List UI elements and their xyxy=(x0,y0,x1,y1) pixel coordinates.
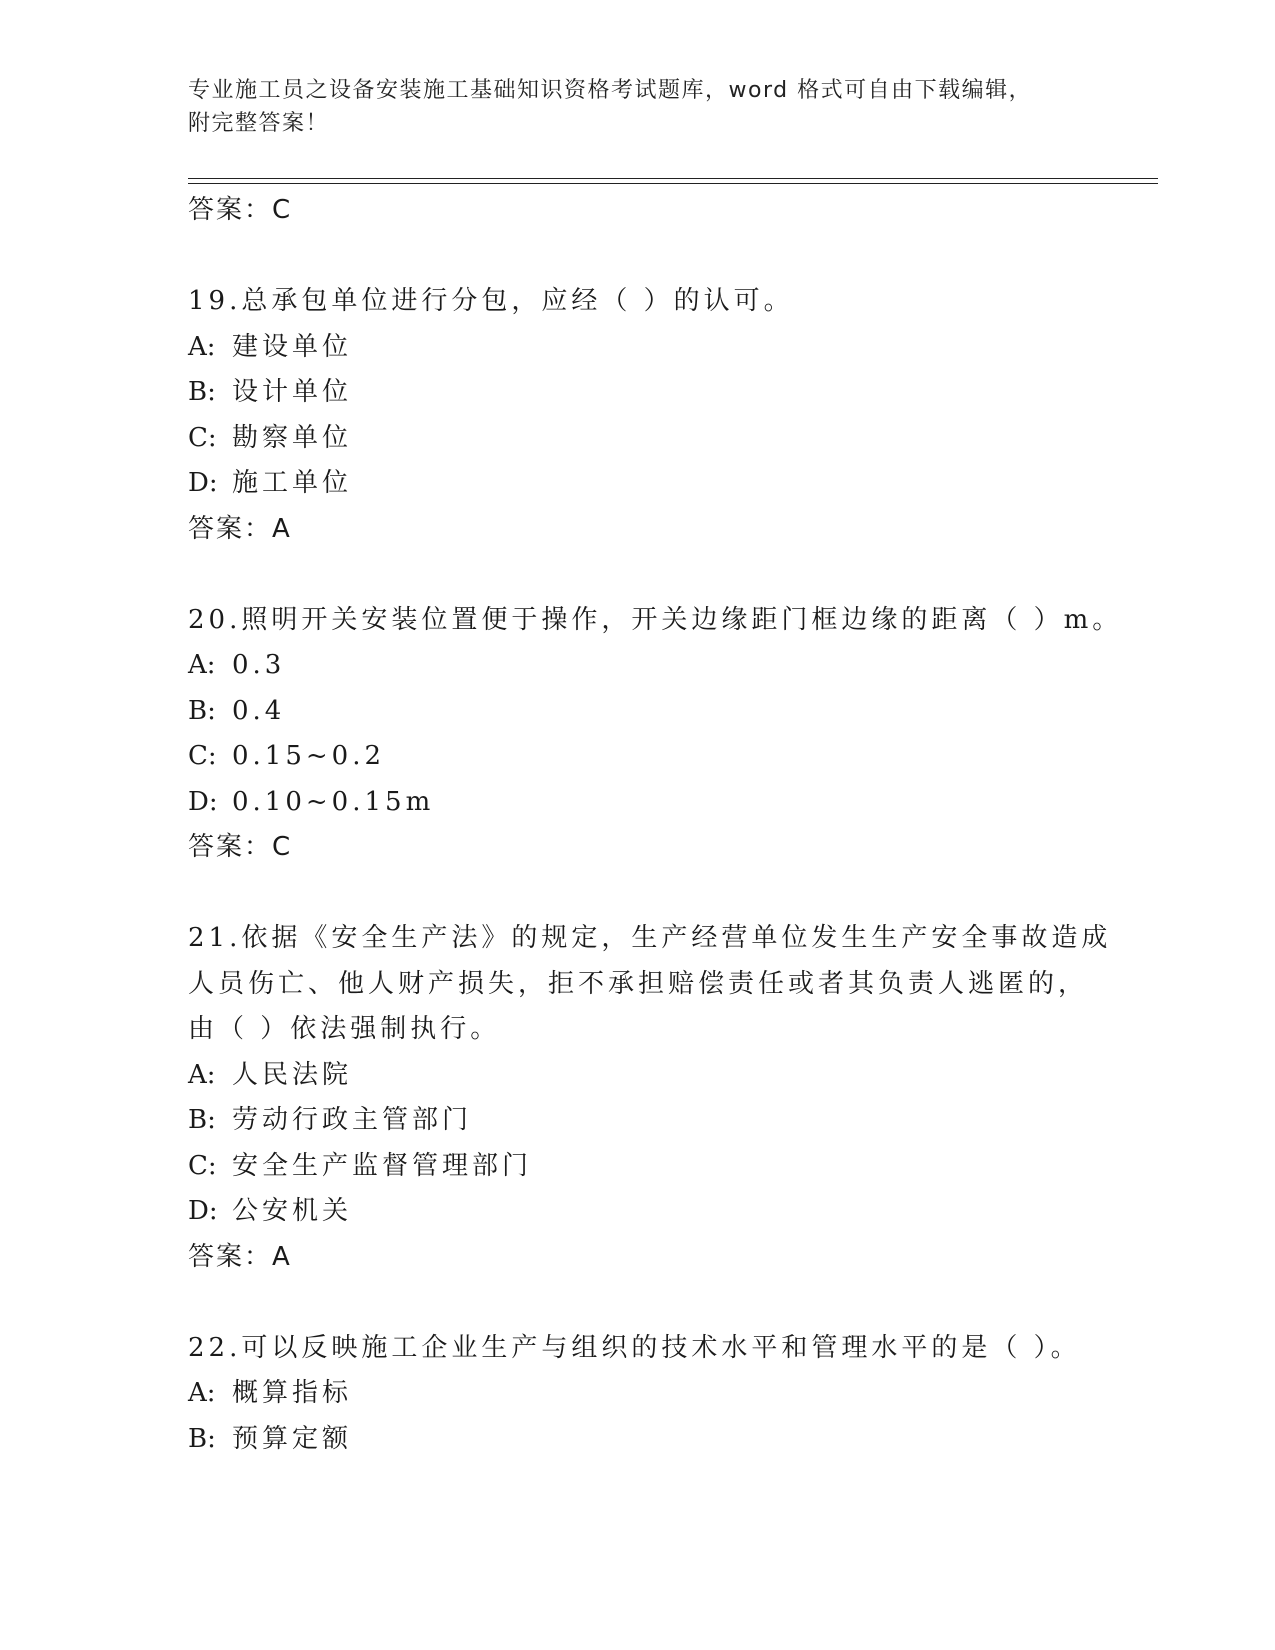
option-line xyxy=(188,1189,1168,1235)
answer-line: 答案：A xyxy=(188,1241,292,1272)
option-key: B: xyxy=(188,1423,216,1454)
option-key: B: xyxy=(188,695,216,726)
option-line xyxy=(188,1371,1168,1417)
header-divider-bottom xyxy=(188,183,1158,184)
option-text: 0.4 xyxy=(232,695,286,726)
option-key: C: xyxy=(188,741,217,771)
option-line xyxy=(188,1417,1168,1463)
spacer xyxy=(188,1280,1168,1326)
question-block xyxy=(188,916,1168,1280)
option-text: 0.10~0.15m xyxy=(232,786,435,817)
spacer xyxy=(188,234,1168,280)
option-line xyxy=(188,734,1168,780)
option-text: 0.15~0.2 xyxy=(232,741,386,771)
question-stem: 20.照明开关安装位置便于操作，开关边缘距门框边缘的距离（ ）m。 xyxy=(188,604,1123,635)
option-line xyxy=(188,1098,1168,1144)
option-key: A: xyxy=(188,331,216,362)
spacer xyxy=(188,871,1168,917)
option-text: 公安机关 xyxy=(232,1196,353,1226)
option-key: C: xyxy=(188,1150,217,1181)
header-line-2: 附完整答案！ xyxy=(188,111,330,136)
option-text: 施工单位 xyxy=(232,468,353,498)
option-key: D: xyxy=(188,786,218,817)
question-stem: 19.总承包单位进行分包，应经（ ）的认可。 xyxy=(188,286,794,316)
option-key: A: xyxy=(188,1059,216,1090)
question-list xyxy=(188,188,1168,1462)
option-key: B: xyxy=(188,377,216,407)
question-block xyxy=(188,1326,1168,1463)
header-line-1: 专业施工员之设备安装施工基础知识资格考试题库，word 格式可自由下载编辑， xyxy=(188,78,1033,103)
option-line xyxy=(188,416,1168,462)
question-stem: 由（ ）依法强制执行。 xyxy=(188,1014,501,1044)
option-line xyxy=(188,1144,1168,1190)
header-divider-top xyxy=(188,178,1158,179)
option-key: B: xyxy=(188,1105,216,1135)
option-text: 设计单位 xyxy=(232,377,353,407)
option-text: 人民法院 xyxy=(232,1059,353,1090)
answer-line: 答案：A xyxy=(188,513,292,544)
option-line xyxy=(188,1053,1168,1099)
question-block xyxy=(188,598,1168,871)
option-text: 勘察单位 xyxy=(232,422,353,453)
option-text: 概算指标 xyxy=(232,1378,353,1408)
option-key: A: xyxy=(188,650,216,680)
option-key: A: xyxy=(188,1378,216,1408)
option-text: 安全生产监督管理部门 xyxy=(232,1150,533,1181)
option-text: 0.3 xyxy=(232,650,286,680)
option-line xyxy=(188,370,1168,416)
question-stem: 21.依据《安全生产法》的规定，生产经营单位发生生产安全事故造成 xyxy=(188,923,1112,953)
document-header xyxy=(188,74,1068,140)
question-block xyxy=(188,279,1168,552)
option-key: C: xyxy=(188,422,217,453)
option-key: D: xyxy=(188,468,218,498)
option-line xyxy=(188,780,1168,826)
question-stem: 22.可以反映施工企业生产与组织的技术水平和管理水平的是（ ）。 xyxy=(188,1332,1081,1363)
spacer xyxy=(188,552,1168,598)
option-text: 劳动行政主管部门 xyxy=(232,1105,473,1135)
option-line xyxy=(188,643,1168,689)
option-key: D: xyxy=(188,1196,218,1226)
option-line xyxy=(188,461,1168,507)
question-stem: 人员伤亡、他人财产损失，拒不承担赔偿责任或者其负责人逃匿的， xyxy=(188,968,1089,999)
option-line xyxy=(188,325,1168,371)
option-text: 预算定额 xyxy=(232,1423,353,1454)
option-text: 建设单位 xyxy=(232,331,353,362)
option-line xyxy=(188,689,1168,735)
answer-line: 答案：C xyxy=(188,832,293,862)
answer-line: 答案：C xyxy=(188,195,293,225)
